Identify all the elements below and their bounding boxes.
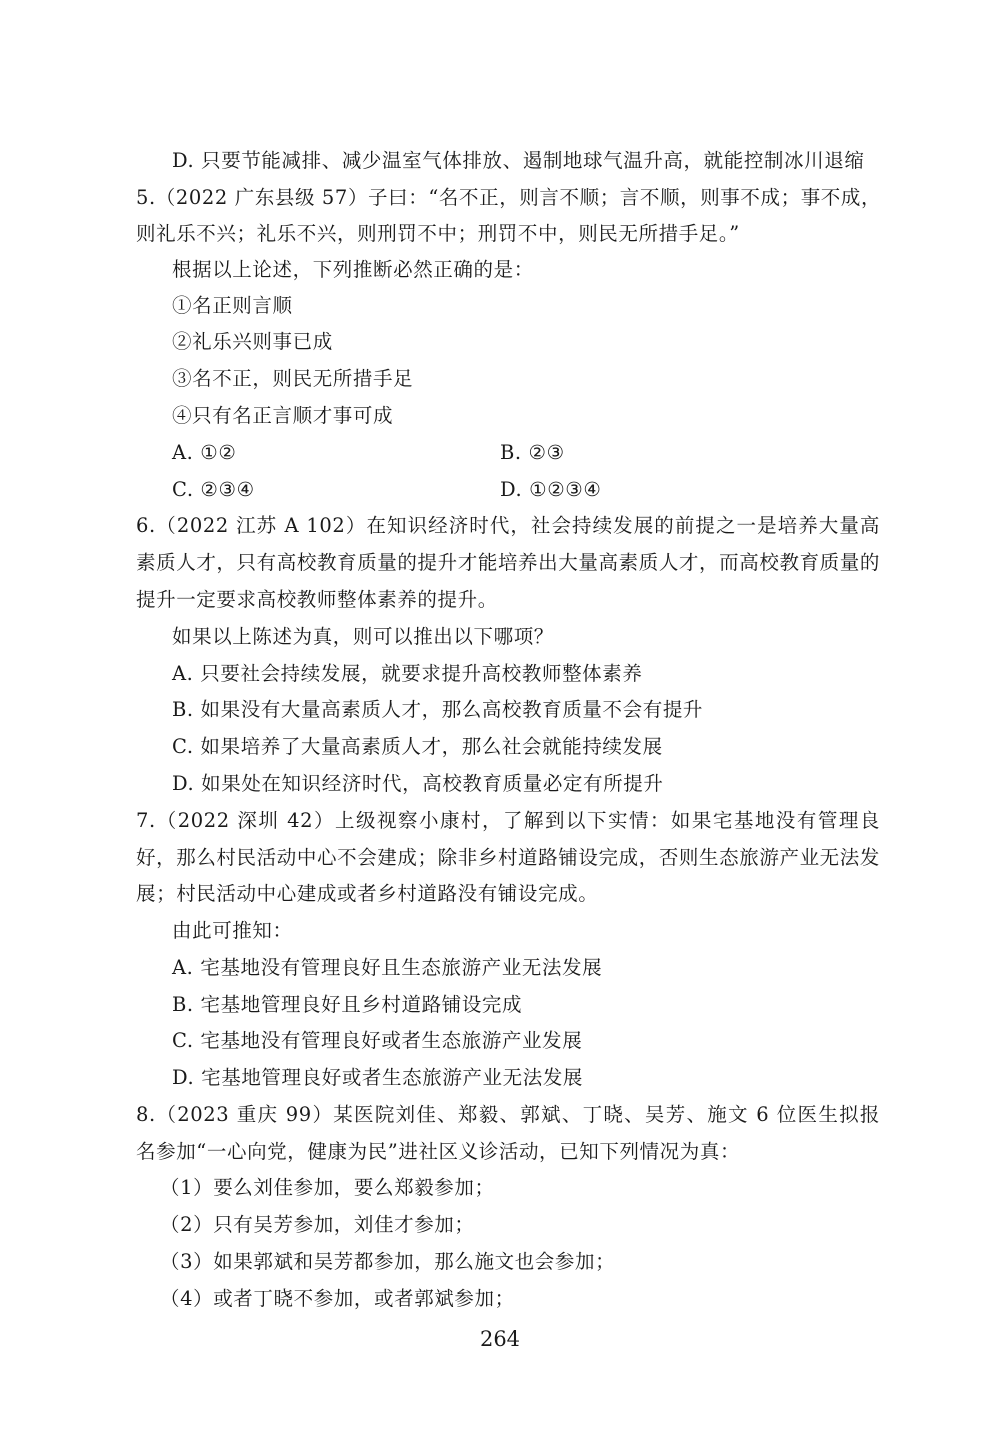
q5-statement-1: ①名正则言顺 xyxy=(172,294,293,317)
q5-option-b: B. ②③ xyxy=(500,441,565,464)
page-number: 264 xyxy=(479,1327,521,1351)
q6-question: 如果以上陈述为真，则可以推出以下哪项？ xyxy=(172,625,554,648)
q7-question: 由此可推知： xyxy=(172,919,293,942)
q8-stem-line-1: 8.（2023 重庆 99）某医院刘佳、郑毅、郭斌、丁晓、吴芳、施文 6 位医生拟报 xyxy=(136,1103,880,1126)
q5-stem-line-1: 5.（2022 广东县级 57）子曰：“名不正，则言不顺；言不顺，则事不成；事不成， xyxy=(136,186,882,209)
q7-stem-line-3: 展；村民活动中心建成或者乡村道路没有铺设完成。 xyxy=(136,882,599,905)
q5-statement-3: ③名不正，则民无所措手足 xyxy=(172,367,414,390)
q7-stem-line-1: 7.（2022 深圳 42）上级视察小康村，了解到以下实情：如果宅基地没有管理良 xyxy=(136,809,880,832)
q5-statement-2: ②礼乐兴则事已成 xyxy=(172,330,333,353)
q5-question: 根据以上论述，下列推断必然正确的是： xyxy=(172,258,534,281)
q6-option-c: C. 如果培养了大量高素质人才，那么社会就能持续发展 xyxy=(172,735,663,758)
q6-option-b: B. 如果没有大量高素质人才，那么高校教育质量不会有提升 xyxy=(172,698,704,721)
q5-option-d: D. ①②③④ xyxy=(500,478,602,501)
q7-option-a: A. 宅基地没有管理良好且生态旅游产业无法发展 xyxy=(172,956,603,979)
q6-stem-line-2: 素质人才，只有高校教育质量的提升才能培养出大量高素质人才，而高校教育质量的 xyxy=(136,551,880,574)
q7-option-c: C. 宅基地没有管理良好或者生态旅游产业发展 xyxy=(172,1029,583,1052)
q8-condition-1: （1）要么刘佳参加，要么郑毅参加； xyxy=(160,1176,495,1199)
q8-stem-line-2: 名参加“一心向党，健康为民”进社区义诊活动，已知下列情况为真： xyxy=(136,1140,741,1163)
q8-condition-2: （2）只有吴芳参加，刘佳才参加； xyxy=(160,1213,475,1236)
q6-stem-line-1: 6.（2022 江苏 A 102）在知识经济时代，社会持续发展的前提之一是培养大量高 xyxy=(136,514,880,537)
q5-statement-4: ④只有名正言顺才事可成 xyxy=(172,404,394,427)
q8-condition-4: （4）或者丁晓不参加，或者郭斌参加； xyxy=(160,1287,515,1310)
q7-option-d: D. 宅基地管理良好或者生态旅游产业无法发展 xyxy=(172,1066,584,1089)
q4-option-d: D. 只要节能减排、减少温室气体排放、遏制地球气温升高，就能控制冰川退缩 xyxy=(172,149,865,172)
q6-stem-line-3: 提升一定要求高校教师整体素养的提升。 xyxy=(136,588,498,611)
q5-option-c: C. ②③④ xyxy=(172,478,255,501)
q5-stem-line-2: 则礼乐不兴；礼乐不兴，则刑罚不中；刑罚不中，则民无所措手足。” xyxy=(136,222,740,245)
q5-option-a: A. ①② xyxy=(172,441,237,464)
q7-option-b: B. 宅基地管理良好且乡村道路铺设完成 xyxy=(172,993,523,1016)
q7-stem-line-2: 好，那么村民活动中心不会建成；除非乡村道路铺设完成，否则生态旅游产业无法发 xyxy=(136,846,880,869)
q8-condition-3: （3）如果郭斌和吴芳都参加，那么施文也会参加； xyxy=(160,1250,616,1273)
q6-option-a: A. 只要社会持续发展，就要求提升高校教师整体素养 xyxy=(172,662,643,685)
q6-option-d: D. 如果处在知识经济时代，高校教育质量必定有所提升 xyxy=(172,772,664,795)
